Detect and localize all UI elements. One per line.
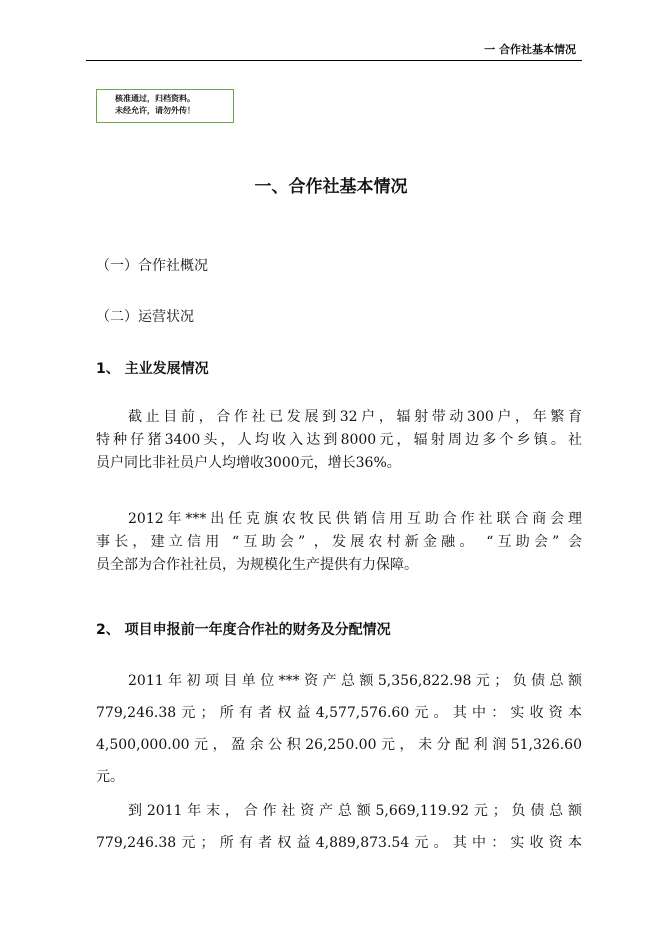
paragraph-line: 到2011年末，合作社资产总额5,669,119.92元；负债总额 <box>128 803 582 819</box>
paragraph-main-business-1 <box>96 406 582 475</box>
running-header-title: 一 合作社基本情况 <box>484 43 576 56</box>
paragraph-finance-1 <box>96 665 582 793</box>
header-rule <box>86 60 582 61</box>
paragraph-line: 特种仔猪3400头，人均收入达到8000元，辐射周边多个乡镇。社 <box>96 432 582 448</box>
notice-line-1: 核准通过，归档资料。 <box>115 94 195 103</box>
subsection-heading-main-business: 1、 主业发展情况 <box>96 361 209 377</box>
notice-stamp-box <box>96 89 234 123</box>
section-heading-operations: （二）运营状况 <box>96 309 194 325</box>
notice-line-2: 未经允许，请勿外传！ <box>115 106 195 115</box>
section-heading-overview: （一）合作社概况 <box>96 258 208 274</box>
paragraph-line: 员全部为合作社社员，为规模化生产提供有力保障。 <box>96 557 418 573</box>
paragraph-line: 员户同比非社员户人均增收3000元，增长36%。 <box>96 455 401 471</box>
chapter-title: 一、合作社基本情况 <box>254 177 408 197</box>
paragraph-line: 元。 <box>96 769 124 785</box>
subsection-heading-finance: 2、 项目申报前一年度合作社的财务及分配情况 <box>96 622 391 638</box>
paragraph-finance-2 <box>96 795 582 859</box>
paragraph-line: 2012年***出任克旗农牧民供销信用互助合作社联合商会理 <box>128 511 582 527</box>
paragraph-line: 779,246.38元；所有者权益4,889,873.54元。其中：实收资本 <box>96 835 582 851</box>
paragraph-line: 事长，建立信用 “互助会” ，发展农村新金融。 “互助会” 会 <box>96 534 582 550</box>
paragraph-line: 2011年初项目单位***资产总额5,356,822.98元；负债总额 <box>128 673 582 689</box>
paragraph-line: 779,246.38元；所有者权益4,577,576.60元。其中：实收资本 <box>96 705 582 721</box>
paragraph-line: 截止目前，合作社已发展到32户，辐射带动300户，年繁育 <box>128 409 582 425</box>
paragraph-line: 4,500,000.00元，盈余公积26,250.00元，未分配利润51,326.60 <box>96 737 582 753</box>
paragraph-main-business-2 <box>96 508 582 577</box>
